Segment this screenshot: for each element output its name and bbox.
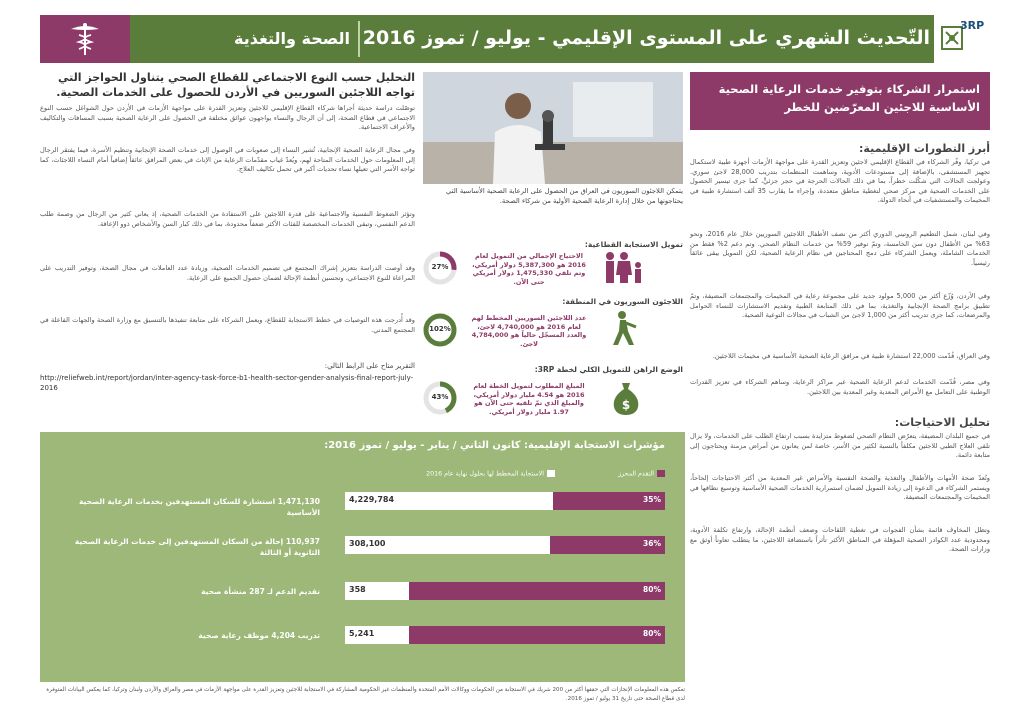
- indicator-percent: 35%: [643, 495, 661, 504]
- photo-caption: يتمكن اللاجئون السوريون في العراق من الحصول على الرعاية الصحية الأساسية التي يحتاجونها من خلال إدارة الرعاية الصحية الأولية من شركاء الصحة.: [446, 187, 683, 205]
- achievement-paragraph: في تركيا، وفّر الشركاء في القطاع الإقليمي لاجئين وتعزيز القدرة على مواجهة الأزمات أجهزة طبية لاستكمال تجهيز المستشفى، بالإضافة إلى مستودعات الأدوية، وساهمت المنظمات بتدريب 28,000 لاجئ سوري. وعولجت الحالات التي شكّلت خطراً، بما في ذلك الحالات الحرجة في حجر جزئيٍّ، كما جرى تيسير الحصول على الخدمات الصحية في مركز صحي لتغطية مناطق متعددة، وإجراء ما يقارب 35 ألف استشارة طبية في المخيمات والمستشفيات في أنحاء الدولة.: [690, 158, 990, 205]
- walking-person-icon: [608, 311, 642, 347]
- needs-paragraph: وتُعدّ صحة الأمهات والأطفال والتغذية والصحة النفسية والأمراض غير المعدية من أكثر الاحتياجات إلحاحاً، ويستمر الشركاء في الدعوة إلى زيادة التمويل لضمان استمرارية الخدمات الصحية الأساسية وتوسيع نطاقها في المخيمات والمجتمعات المضيفة.: [690, 474, 990, 502]
- achievement-paragraph: وفي الأردن، وُزّع أكثر من 5,000 مولود جديد على مجموعة رعاية في المخيمات والمجتمعات المضيفة، وتمّ تطبيق برامج الصحة الإنجابية والتغذية، بما في ذلك المتابعة الطبية وتقديم الاستشارات للنساء الحوامل والمرضعات، كما جرى تدريب أكثر من 1,000 لاجئ من الشباب في مجالات التوعية الصحية.: [690, 292, 991, 320]
- indicator-percent: 36%: [643, 539, 661, 548]
- header-bar: [40, 15, 990, 63]
- indicators-title: مؤشرات الاستجابة الإقليمية: كانون الثاني / يناير - يوليو / تموز 2016:: [324, 440, 665, 451]
- money-bag-icon: [612, 381, 640, 415]
- article-paragraph: وقد أُدرجت هذه التوصيات في خطط الاستجابة للقطاع، ويعمل الشركاء على متابعة تنفيذها بالتنسيق مع وزارة الصحة والجهات الفاعلة في المجتمع المدني.: [40, 316, 415, 334]
- report-link[interactable]: http://reliefweb.int/report/jordan/inter-agency-task-force-b1-health-sector-gender-analysis-final-report-july-2016: [40, 374, 414, 392]
- indicator-label: 110,937 إحالة من السكان المستهدفين إلى خدمات الرعاية الصحية الثانوية أو الثالثة: [74, 537, 320, 557]
- report-link-label: التقرير متاح على الرابط التالي:: [324, 362, 415, 370]
- right-column: [690, 70, 990, 715]
- indicator-bar: [345, 626, 665, 644]
- needs-paragraph: وتظل المخاوف قائمة بشأن الفجوات في تغطية اللقاحات وضعف أنظمة الإحالة، وارتفاع تكلفة الأدوية، ومحدودية عدد الكوادر الصحية المؤهلة في المناطق الأكثر تأثراً باستضافة اللاجئين، ما يتطلب تعاوناً أوثق مع وزارات الصحة.: [690, 526, 990, 554]
- indicator-bar: [345, 492, 665, 510]
- caduceus-badge: [40, 15, 130, 63]
- legend-label: التقدم المحرز: [618, 470, 654, 478]
- indicators-panel: [40, 432, 685, 682]
- indicator-target: 308,100: [349, 539, 386, 548]
- caduceus-icon: [65, 21, 105, 57]
- funding-text: المبلغ المطلوب لتمويل الخطة لعام 2016 هو 4.54 مليار دولار أمريكي، والمبلغ الذي تمّ تلقيه حتى الآن هو 1.97 مليار دولار أمريكي.: [473, 382, 585, 416]
- indicator-target: 358: [349, 585, 366, 594]
- 3rp-logo: [934, 15, 990, 63]
- family-icon: [600, 251, 650, 285]
- svg-text:$: $: [621, 398, 631, 412]
- indicator-bar: [345, 536, 665, 554]
- indicator-progress-fill: [409, 626, 665, 644]
- indicator-label: تدريب 4,204 موظف رعاية صحية: [198, 631, 320, 640]
- sector-title: الصحة والتغذية: [233, 29, 350, 48]
- article-paragraph: وقد أوصت الدراسة بتعزيز إشراك المجتمع في تصميم الخدمات الصحية، وزيادة عدد العاملات في مجال الصحة، وتوفير التدريب على المراعاة للنوع الاجتماعي، وتحسين أنظمة الإحالة لضمان حصول الجميع على الرعاية.: [40, 264, 415, 282]
- 3rp-logo-text: 3RP: [960, 19, 985, 32]
- funding-title: اللاجئون السوريون في المنطقة:: [562, 297, 683, 306]
- indicator-label: 1,471,130 استشارة للسكان المستهدفين بخدمات الرعاية الصحية الأساسية: [78, 497, 320, 517]
- funding-title: الوضع الراهن للتمويل الكلي لخطة 3RP:: [534, 365, 683, 374]
- achievement-paragraph: وفي مصر، قُدّمت الخدمات لدعم الرعاية الصحية عبر مراكز الرعاية، وساهم الشركاء في تعزيز القدرات الوطنية على التعامل مع الأمراض المعدية وغير المعدية بين اللاجئين.: [690, 378, 990, 396]
- clinic-photo: [423, 72, 683, 184]
- achievement-paragraph: وفي العراق، قُدّمت 22,000 استشارة طبية في مرافق الرعاية الصحية الأساسية في مخيمات اللاجئين.: [712, 352, 990, 360]
- funding-percent: 27%: [431, 263, 449, 271]
- header-divider: [358, 21, 360, 57]
- page-title: التّحديث الشهري على المستوى الإقليمي - يوليو / تموز 2016: [362, 27, 930, 49]
- funding-text: الاحتياج الإجمالي من التمويل لعام 2016 هو 5,387,300 دولار أمريكي، وتم تلقي 1,475,330 دولار أمريكي حتى الآن.: [472, 252, 586, 286]
- needs-paragraph: في جميع البلدان المضيفة، يتعرّض النظام الصحي لضغوط متزايدة بسبب ارتفاع الطلب على الخدمات، ولا يزال تلقي العلاج الطبي للاجئين مكلفاً بالنسبة لكثير من الأسر، خاصة لمن يعانون من أمراض مزمنة ويحتاجون إلى متابعة دائمة.: [690, 432, 990, 460]
- legend-swatch-planned: [547, 470, 555, 477]
- article-paragraph: وتؤثر الضغوط النفسية والاجتماعية على قدرة اللاجئين على الاستفادة من الخدمات الصحية، إذ يعاني كثير من الرجال من وصمة طلب الدعم النفسي، وتبقى الخدمات المخصصة للفئات الأكثر ضعفاً محدودة، بما في ذلك كبار السن والأشخاص ذوو الإعاقة.: [40, 210, 415, 228]
- article-title: التحليل حسب النوع الاجتماعي للقطاع الصحي يتناول الحواجز التي تواجه اللاجئين السوريين في الأردن للحصول على الخدمات الصحية.: [56, 71, 415, 99]
- indicator-label: تقديم الدعم لـ 287 منشأة صحية: [201, 587, 320, 596]
- indicator-percent: 80%: [643, 629, 661, 638]
- funding-percent: 102%: [429, 325, 451, 333]
- indicator-target: 5,241: [349, 629, 375, 638]
- right-banner: استمرار الشركاء بتوفير خدمات الرعاية الصحية الأساسية للاجئين المعرّضين للخطر: [690, 72, 990, 130]
- funding-title: تمويل الاستجابة القطاعية:: [584, 240, 683, 249]
- article-paragraph: توصّلت دراسة حديثة أجراها شركاء القطاع الإقليمي للاجئين وتعزيز القدرة على مواجهة الأزمات في الأردن حول الشواغل حسب النوع الاجتماعي في قطاع الصحة، إلى أن الرجال والنساء يواجهون عوائق مختلفة في الحصول على الرعاية الصحية بسبب المسافات والتكاليف والأعراف الاجتماعية.: [40, 104, 415, 132]
- indicator-target: 4,229,784: [349, 495, 395, 504]
- legend-swatch-progress: [657, 470, 665, 477]
- achievements-heading: أبرز التطورات الإقليمية:: [859, 142, 990, 155]
- achievement-paragraph: وفي لبنان، شمل التطعيم الروتيني الدوري أكثر من نصف الأطفال اللاجئين السوريين خلال عام 2016، ونحو 63% من الأطفال دون سن الخامسة، وتمّ توفير 59% من خدمات النظام الصحي. وتم دعم 2% فقط من الخدمات الشاملة، ويعمل الشركاء على دمج المحتاجين في نظام الرعاية الصحية، لكن التمويل يبقى عائقاً رئيسياً.: [690, 230, 991, 267]
- funding-text: عدد اللاجئين السوريين المخطط لهم لعام 2016 هو 4,740,000 لاجئ، والعدد المسجّل حالياً هو 4,784,000 لاجئ.: [471, 314, 587, 348]
- needs-heading: تحليل الاحتياجات:: [894, 416, 990, 429]
- article-paragraph: وفي مجال الرعاية الصحية الإنجابية، تُشير النساء إلى صعوبات في الوصول إلى خدمات الصحة الإنجابية وتنظيم الأسرة، فيما يفتقر الرجال إلى المعلومات حول الخدمات المتاحة لهم، ويُعدّ غياب مقدّمات الرعاية من الإناث في بعض المرافق عائقاً إضافياً أمام النساء اللاجئات، كما تواجه الأسر التي تعيلها نساء تحديات أكبر في تحمل تكاليف العلاج.: [40, 146, 415, 174]
- indicator-percent: 80%: [643, 585, 661, 594]
- indicator-progress-fill: [409, 582, 665, 600]
- indicator-bar: [345, 582, 665, 600]
- footnote: تعكس هذه المعلومات الإنجازات التي حققها أكثر من 200 شريك في الاستجابة من الحكومات ووكالات الأمم المتحدة والمنظمات غير الحكومية المشاركة في الاستجابة للاجئين وتعزيز القدرة على مواجهة الأزمات في مصر والعراق والأردن ولبنان وتركيا، كما يعكس البيانات المتوفرة لدى قطاع الصحة حتى تاريخ 31 يوليو / تموز 2016.: [46, 687, 685, 702]
- lab-photo-illustration: [423, 72, 683, 184]
- legend-label: الاستجابة المخطط لها بحلول نهاية عام 2016: [426, 470, 544, 478]
- legend-progress: [618, 470, 665, 478]
- funding-percent: 43%: [431, 393, 449, 401]
- legend-planned: [426, 470, 555, 478]
